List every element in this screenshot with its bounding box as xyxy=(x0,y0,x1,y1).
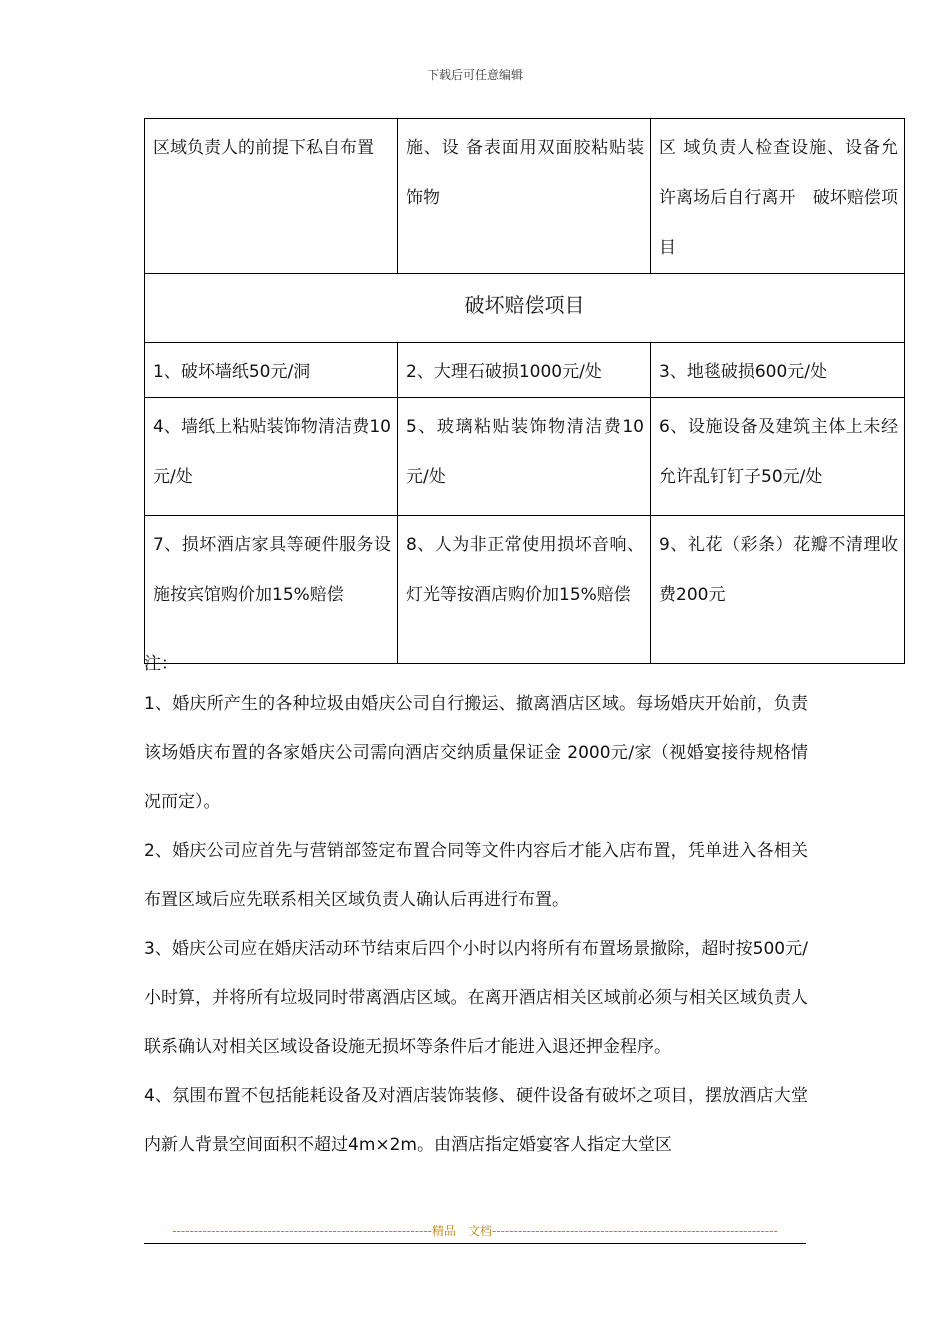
table-cell: 9、礼花（彩条）花瓣不清理收费200元 xyxy=(651,516,905,664)
table-cell: 2、大理石破损1000元/处 xyxy=(398,343,651,398)
table-cell: 施、设 备表面用双面胶粘贴装饰物 xyxy=(398,119,651,274)
footer-divider xyxy=(144,1243,806,1244)
notes-section xyxy=(144,648,808,1170)
note-item: 3、婚庆公司应在婚庆活动环节结束后四个小时以内将所有布置场景撤除，超时按500元/小时算，并将所有垃圾同时带离酒店区域。在离开酒店相关区域前必须与相关区域负责人联系确认对相关区域设备设施无损坏等条件后才能进入退还押金程序。 xyxy=(144,939,808,1057)
table-row xyxy=(145,343,905,398)
section-title-row xyxy=(145,274,905,343)
table-cell: 6、设施设备及建筑主体上未经允许乱钉钉子50元/处 xyxy=(651,398,905,516)
table-cell: 区域负责人的前提下私自布置 xyxy=(145,119,398,274)
note-item: 2、婚庆公司应首先与营销部签定布置合同等文件内容后才能入店布置，凭单进入各相关布置区域后应先联系相关区域负责人确认后再进行布置。 xyxy=(144,841,808,910)
section-title: 破坏赔偿项目 xyxy=(145,274,905,343)
table-cell: 区 域负责人检查设施、设备允许离场后自行离开 破坏赔偿项目 xyxy=(651,119,905,274)
table-cell: 8、人为非正常使用损坏音响、灯光等按酒店购价加15%赔偿 xyxy=(398,516,651,664)
note-item: 1、婚庆所产生的各种垃圾由婚庆公司自行搬运、撤离酒店区域。每场婚庆开始前，负责该场婚庆布置的各家婚庆公司需向酒店交纳质量保证金 2000元/家（视婚宴接待规格情况而定）。 xyxy=(144,694,808,812)
header-note: 下载后可任意编辑 xyxy=(426,68,523,82)
footer-line: ------------------------------------------------------------精品 文档------------------------------------------------------------------ xyxy=(172,1224,778,1238)
table-cell: 7、损坏酒店家具等硬件服务设施按宾馆购价加15%赔偿 xyxy=(145,516,398,664)
table-cell: 4、墙纸上粘贴装饰物清洁费10元/处 xyxy=(145,398,398,516)
note-item: 4、氛围布置不包括能耗设备及对酒店装饰装修、硬件设备有破坏之项目，摆放酒店大堂内新人背景空间面积不超过4m×2m。由酒店指定婚宴客人指定大堂区 xyxy=(144,1086,808,1155)
table-row xyxy=(145,119,905,274)
compensation-table xyxy=(144,118,905,664)
table-cell: 1、破坏墙纸50元/洞 xyxy=(145,343,398,398)
notes-heading: 注： xyxy=(144,654,178,674)
table-cell: 5、玻璃粘贴装饰物清洁费10元/处 xyxy=(398,398,651,516)
table-row xyxy=(145,516,905,664)
table-row xyxy=(145,398,905,516)
table-cell: 3、地毯破损600元/处 xyxy=(651,343,905,398)
